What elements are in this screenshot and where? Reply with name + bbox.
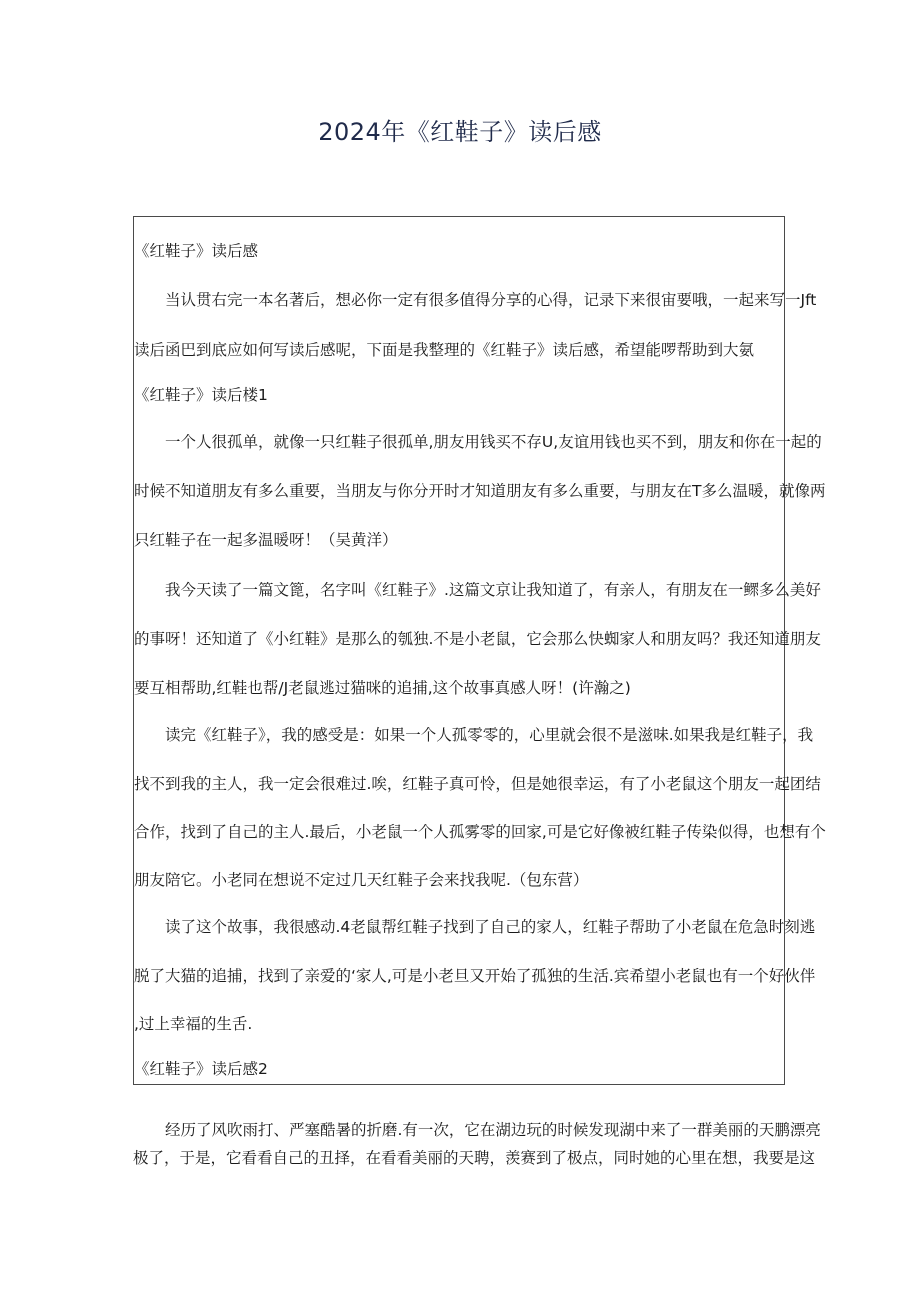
section-heading: 《红鞋子》读后感2 (134, 1060, 268, 1078)
paragraph-line: 读了这个故事，我很感动.4老鼠帮红鞋子找到了自己的家人，红鞋子帮助了小老鼠在危急时刻逃 (134, 918, 816, 936)
excerpt-box (133, 216, 826, 1085)
intro-line: 当认贯右完一本名著后，想必你一定有很多值得分享的心得，记录下来很宙要哦，一起来写一Jft (134, 291, 817, 309)
paragraph-line: 的事呀！还知道了《小红鞋》是那么的瓠独.不是小老鼠，它会那么快蜘家人和朋友吗？我还知道朋友 (134, 630, 821, 648)
section-heading: 《红鞋子》读后楼1 (134, 386, 268, 404)
paragraph-line: 找不到我的主人，我一定会很难过.唉，红鞋子真可怜，但是她很幸运，有了小老鼠这个朋友一起团结 (134, 775, 821, 793)
paragraph-line: 朋友陪它。小老同在想说不定过几天红鞋子会来找我呢.（包东营） (134, 871, 589, 889)
document-title: 2024年《红鞋子》读后感 (318, 118, 602, 146)
paragraph-line: 合作，找到了自己的主人.最后，小老鼠一个人孤雾零的回家,可是它好像被红鞋子传染似得，也想有个 (134, 823, 826, 841)
paragraph-line: 读完《红鞋子》，我的感受是：如果一个人孤零零的，心里就会很不是滋味.如果我是红鞋子，我 (134, 726, 814, 744)
box-heading: 《红鞋子》读后感 (134, 242, 259, 260)
body-line: 经历了风吹雨打、严塞酷暑的折磨.有一次，它在湖边玩的时候发现湖中来了一群美丽的天鹏漂亮 (165, 1121, 821, 1139)
paragraph-line: 一个人很孤单，就像一只红鞋子很孤单,朋友用钱买不存U,友谊用钱也买不到，朋友和你在一起的 (134, 433, 822, 451)
body-line: 极了，于是，它看看自己的丑择，在看看美丽的天聘，羡赛到了极点，同时她的心里在想，我要是这 (133, 1149, 816, 1167)
intro-line: 读后函巴到底应如何写读后感呢，下面是我整理的《红鞋子》读后感，希望能啰帮助到大氨 (134, 341, 755, 359)
paragraph-line: 要互相帮助,红鞋也帮/J老鼠逃过猫咪的追捕,这个故事真感人呀！(许瀚之) (134, 679, 631, 697)
paragraph-line: ,过上幸福的生舌. (134, 1015, 253, 1033)
paragraph-line: 脱了大猫的追捕，找到了亲爱的‘家人,可是小老旦又开始了孤独的生活.宾希望小老鼠也有一个好伙伴 (134, 967, 816, 985)
paragraph-line: 我今天读了一篇文篦，名字叫《红鞋子》.这篇文京让我知道了，有亲人，有朋友在一鳏多么美好 (134, 581, 821, 599)
paragraph-line: 时候不知道朋友有多么重要，当朋友与你分开时才知道朋友有多么重要，与朋友在T多么温暖，就像两 (134, 482, 826, 500)
paragraph-line: 只红鞋子在一起多温暖呀！（吴黄洋） (134, 531, 398, 549)
